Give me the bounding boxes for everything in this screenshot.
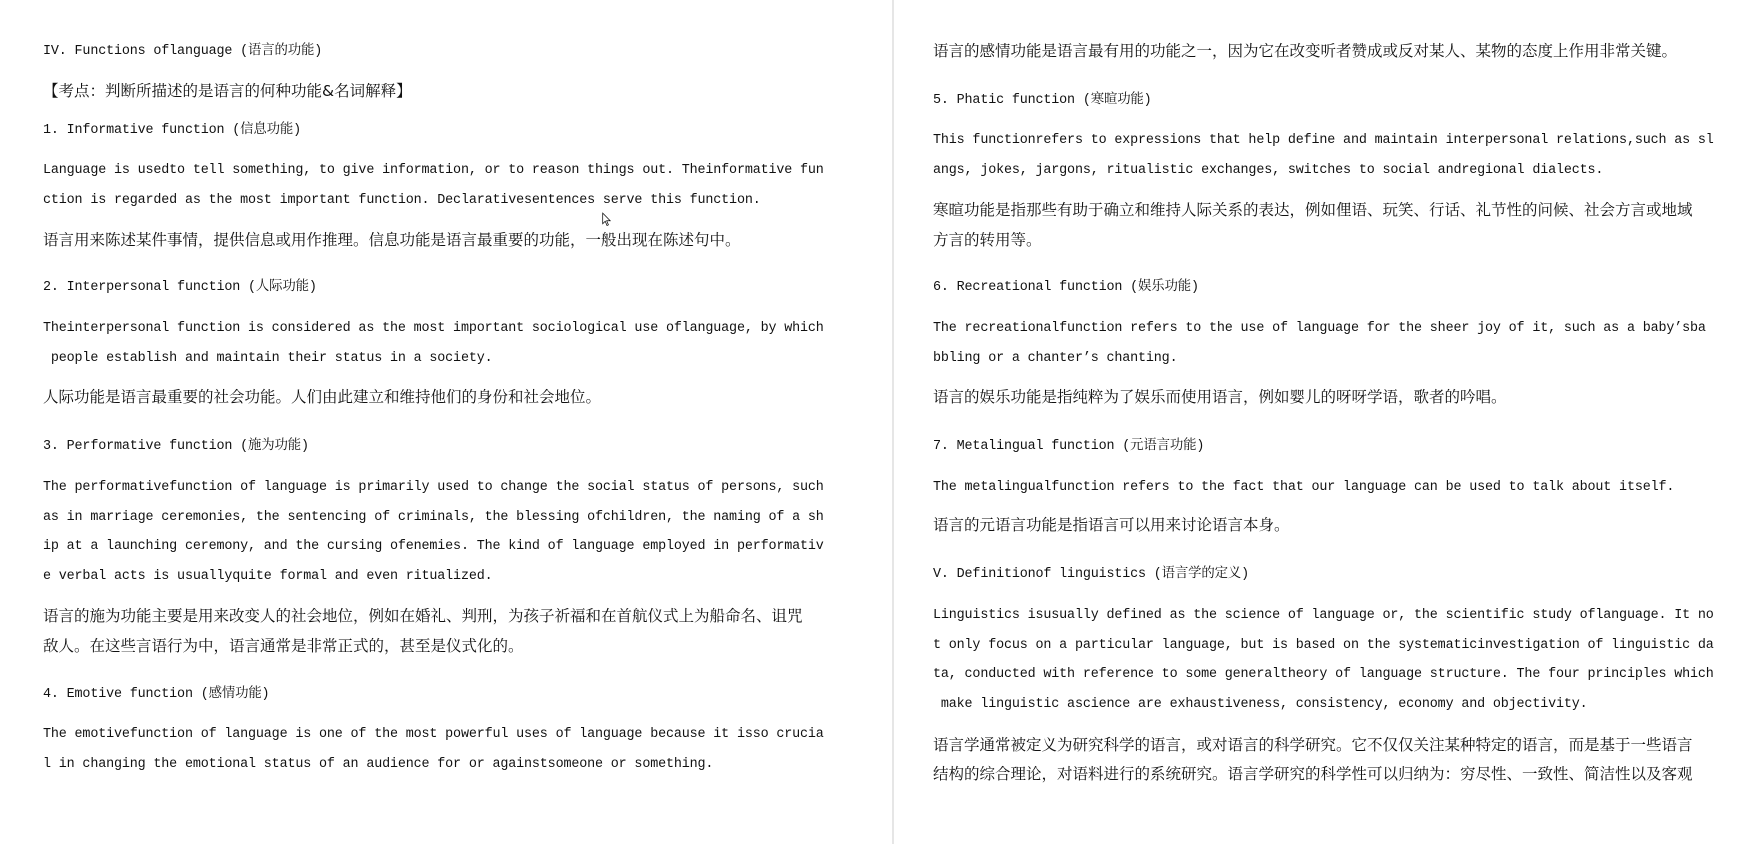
paragraph-line: 语言的施为功能主要是用来改变人的社会地位，例如在婚礼、判刑，为孩子祈福和在首航仪式上为船命名、诅咒 xyxy=(43,607,803,625)
paragraph-line: e verbal acts is usuallyquite formal and even ritualized. xyxy=(43,569,493,584)
paragraph-line: 敌人。在这些言语行为中，语言通常是非常正式的，甚至是仪式化的。 xyxy=(43,637,524,655)
paragraph-line: The metalingualfunction refers to the fact that our language can be used to talk about itself. xyxy=(933,480,1675,495)
mouse-cursor-icon xyxy=(602,212,612,227)
paragraph-line: 语言学通常被定义为研究科学的语言，或对语言的科学研究。它不仅仅关注某种特定的语言，而是基于一些语言 xyxy=(933,736,1693,754)
section-heading: V. Definitionof linguistics (语言学的定义) xyxy=(933,567,1250,582)
subheading: 7. Metalingual function (元语言功能) xyxy=(933,439,1205,454)
paragraph-line: as in marriage ceremonies, the sentencing of criminals, the blessing ofchildren, the naming of a sh xyxy=(43,510,824,525)
paragraph-line: people establish and maintain their status in a society. xyxy=(43,351,493,366)
paragraph-line: 语言的娱乐功能是指纯粹为了娱乐而使用语言，例如婴儿的呀呀学语，歌者的吟唱。 xyxy=(933,388,1507,406)
paragraph-line: ction is regarded as the most important function. Declarativesentences serve this function. xyxy=(43,193,761,208)
exam-point-note: 【考点：判断所描述的是语言的何种功能&名词解释】 xyxy=(43,82,412,100)
paragraph-line: 寒暄功能是指那些有助于确立和维持人际关系的表达，例如俚语、玩笑、行话、礼节性的问候、社会方言或地域 xyxy=(933,201,1693,219)
paragraph-line: The performativefunction of language is primarily used to change the social status of persons, such xyxy=(43,480,824,495)
paragraph-line: angs, jokes, jargons, ritualistic exchanges, switches to social andregional dialects. xyxy=(933,163,1604,178)
paragraph-line: 结构的综合理论，对语料进行的系统研究。语言学研究的科学性可以归纳为：穷尽性、一致性、简洁性以及客观 xyxy=(933,765,1693,783)
paragraph-line: Linguistics isusually defined as the science of language or, the scientific study oflanguage. It no xyxy=(933,608,1714,623)
paragraph-line: The emotivefunction of language is one of the most powerful uses of language because it isso crucia xyxy=(43,727,824,742)
paragraph-line: The recreationalfunction refers to the use of language for the sheer joy of it, such as a baby’sba xyxy=(933,321,1706,336)
paragraph-line: make linguistic ascience are exhaustiveness, consistency, economy and objectivity. xyxy=(933,697,1588,712)
paragraph-line: 语言用来陈述某件事情，提供信息或用作推理。信息功能是语言最重要的功能，一般出现在陈述句中。 xyxy=(43,231,741,249)
paragraph-line: 方言的转用等。 xyxy=(933,231,1042,249)
subheading: 2. Interpersonal function (人际功能) xyxy=(43,280,317,295)
section-heading: IV. Functions oflanguage (语言的功能) xyxy=(43,44,323,59)
paragraph-line: l in changing the emotional status of an audience for or againstsomeone or something. xyxy=(43,757,714,772)
paragraph-line: This functionrefers to expressions that help define and maintain interpersonal relations,such as sl xyxy=(933,133,1714,148)
paragraph-line: t only focus on a particular language, but is based on the systematicinvestigation of linguistic da xyxy=(933,638,1714,653)
subheading: 4. Emotive function (感情功能) xyxy=(43,687,270,702)
subheading: 6. Recreational function (娱乐功能) xyxy=(933,280,1199,295)
paragraph-line: ip at a launching ceremony, and the cursing ofenemies. The kind of language employed in performativ xyxy=(43,539,824,554)
paragraph-line: Language is usedto tell something, to give information, or to reason things out. Theinformative fun xyxy=(43,163,824,178)
subheading: 3. Performative function (施为功能) xyxy=(43,439,309,454)
subheading: 1. Informative function (信息功能) xyxy=(43,123,301,138)
subheading: 5. Phatic function (寒暄功能) xyxy=(933,93,1152,108)
paragraph-line: 语言的元语言功能是指语言可以用来讨论语言本身。 xyxy=(933,516,1290,534)
paragraph-line: 人际功能是语言最重要的社会功能。人们由此建立和维持他们的身份和社会地位。 xyxy=(43,388,602,406)
paragraph-line: ta, conducted with reference to some generaltheory of language structure. The four principles which xyxy=(933,667,1714,682)
paragraph-line: bbling or a chanter’s chanting. xyxy=(933,351,1178,366)
right-page xyxy=(894,0,1760,844)
paragraph-line: 语言的感情功能是语言最有用的功能之一，因为它在改变听者赞成或反对某人、某物的态度上作用非常关键。 xyxy=(933,42,1678,60)
paragraph-line: Theinterpersonal function is considered as the most important sociological use oflanguage, by which xyxy=(43,321,824,336)
